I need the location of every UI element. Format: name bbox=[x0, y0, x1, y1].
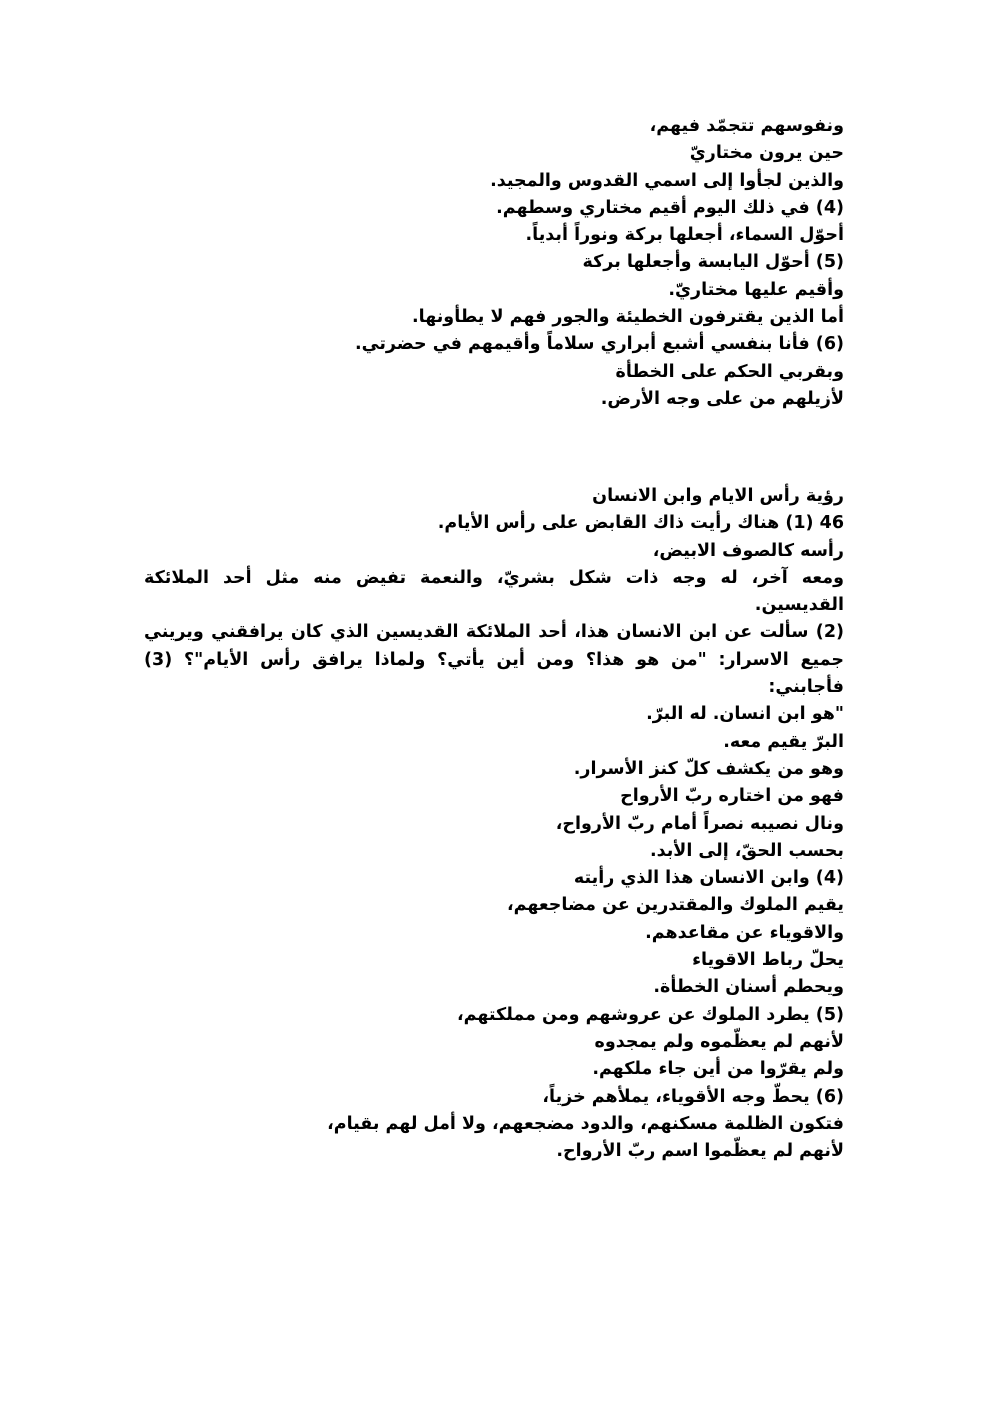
paragraph-line: جميع الاسرار: "من هو هذا؟ ومن أين يأتي؟ ولماذا يرافق رأس الأيام"؟ (3) bbox=[144, 649, 844, 670]
verse-line: يقيم الملوك والمقتدرين عن مضاجعهم، bbox=[506, 895, 844, 916]
verse-block-1 bbox=[144, 113, 844, 413]
verse-line: لأنهم لم يعظّموا اسم ربّ الأرواح. bbox=[556, 1141, 844, 1162]
section-heading: رؤية رأس الايام وابن الانسان bbox=[592, 486, 844, 506]
verse-line: والذين لجأوا إلى اسمي القدوس والمجيد. bbox=[490, 170, 844, 191]
verse-line: يحلّ رباط الاقوياء bbox=[692, 950, 844, 971]
verse-line: (4) وابن الانسان هذا الذي رأيته bbox=[573, 868, 844, 889]
verse-line: البرّ يقيم معه. bbox=[723, 731, 844, 752]
verse-line: ونفوسهم تتجمّد فيهم، bbox=[649, 116, 844, 136]
verse-line: بحسب الحقّ، إلى الأبد. bbox=[649, 840, 844, 861]
verse-line: ويحطم أسنان الخطأة. bbox=[653, 977, 844, 998]
paragraph-line: ومعه آخر، له وجه ذات شكل بشريّ، والنعمة تفيض منه مثل أحد الملائكة bbox=[144, 567, 844, 588]
verse-line: ولم يقرّوا من أين جاء ملكهم. bbox=[592, 1059, 844, 1080]
verse-line: "هو ابن انسان. له البرّ. bbox=[646, 704, 844, 725]
chapter-46-block bbox=[144, 483, 844, 1165]
paragraph-line: فأجابني: bbox=[768, 677, 844, 698]
verse-line: وهو من يكشف كلّ كنز الأسرار. bbox=[573, 758, 844, 779]
verse-line: فتكون الظلمة مسكنهم، والدود مضجعهم، ولا أمل لهم بقيام، bbox=[327, 1113, 844, 1134]
verse-line: والاقوياء عن مقاعدهم. bbox=[645, 922, 844, 943]
verse-line: حين يرون مختاريّ bbox=[689, 143, 844, 164]
paragraph-line: (2) سألت عن ابن الانسان هذا، أحد الملائكة القديسين الذي كان يرافقني ويريني bbox=[144, 622, 844, 643]
verse-line: رأسه كالصوف الابيض، bbox=[652, 540, 844, 561]
verse-line: (4) في ذلك اليوم أقيم مختاري وسطهم. bbox=[496, 197, 844, 218]
verse-line: 46 (1) هناك رأيت ذاك القابض على رأس الأيام. bbox=[437, 513, 844, 534]
verse-line: لأنهم لم يعظّموه ولم يمجدوه bbox=[594, 1031, 844, 1052]
verse-line: (6) يحطّ وجه الأقوياء، يملأهم خزياً، bbox=[542, 1086, 844, 1107]
verse-line: (5) أحوّل اليابسة وأجعلها بركة bbox=[582, 252, 844, 273]
verse-line: فهو من اختاره ربّ الأرواح bbox=[620, 786, 844, 807]
verse-line: لأزيلهم من على وجه الأرض. bbox=[600, 388, 844, 409]
verse-line: وبقربي الحكم على الخطأة bbox=[615, 361, 844, 382]
verse-line: ونال نصيبه نصراً أمام ربّ الأرواح، bbox=[555, 813, 844, 834]
verse-line: (6) فأنا بنفسي أشبع أبراري سلاماً وأقيمهم في حضرتي. bbox=[354, 334, 844, 355]
verse-line: (5) يطرد الملوك عن عروشهم ومن مملكتهم، bbox=[456, 1004, 844, 1025]
paragraph-line: القديسين. bbox=[754, 595, 844, 616]
verse-line: وأقيم عليها مختاريّ. bbox=[668, 279, 844, 300]
verse-line: أحوّل السماء، أجعلها بركة ونوراً أبدياً. bbox=[525, 225, 844, 246]
verse-line: أما الذين يقترفون الخطيئة والجور فهم لا يطأونها. bbox=[411, 307, 844, 328]
